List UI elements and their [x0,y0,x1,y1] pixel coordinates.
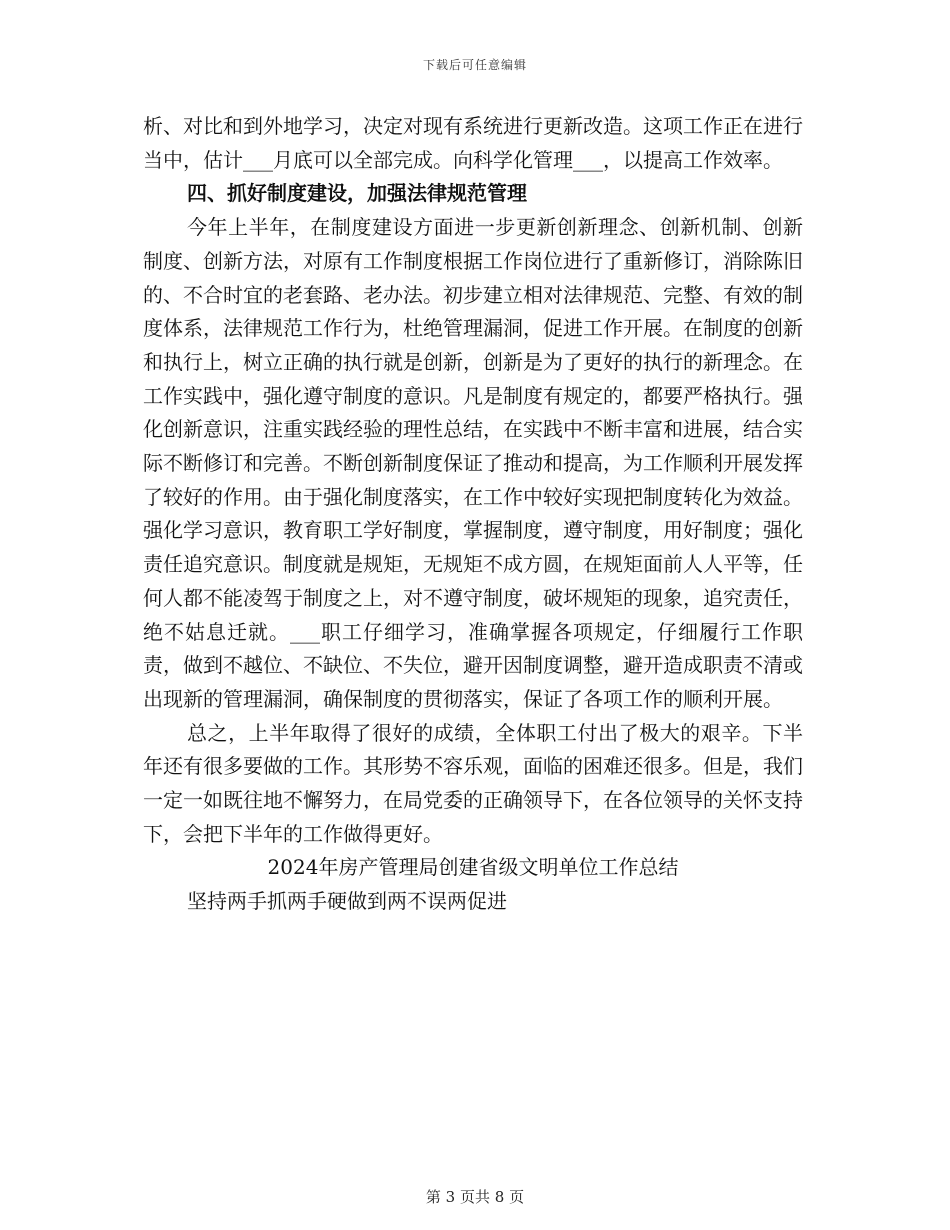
document-body [143,110,803,919]
paragraph-summary: 总之，上半年取得了很好的成绩，全体职工付出了极大的艰辛。下半年还有很多要做的工作。其形势不容乐观，面临的困难还很多。但是，我们一定一如既往地不懈努力，在局党委的正确领导下，在各位领导的关怀支持下，会把下半年的工作做得更好。 [143,720,803,846]
page-footer: 第 3 页共 8 页 [425,1188,525,1206]
paragraph-subheading: 坚持两手抓两手硬做到两不误两促进 [187,889,507,914]
section-heading: 四、抓好制度建设，加强法律规范管理 [187,181,527,206]
page-header: 下载后可任意编辑 [422,58,527,72]
paragraph-system-building: 今年上半年，在制度建设方面进一步更新创新理念、创新机制、创新制度、创新方法，对原有工作制度根据工作岗位进行了重新修订，消除陈旧的、不合时宜的老套路、老办法。初步建立相对法律规范、完整、有效的制度体系，法律规范工作行为，杜绝管理漏洞，促进工作开展。在制度的创新和执行上，树立正确的执行就是创新，创新是为了更好的执行的新理念。在工作实践中，强化遵守制度的意识。凡是制度有规定的，都要严格执行。强化创新意识，注重实践经验的理性总结，在实践中不断丰富和进展，结合实际不断修订和完善。不断创新制度保证了推动和提高，为工作顺利开展发挥了较好的作用。由于强化制度落实，在工作中较好实现把制度转化为效益。强化学习意识，教育职工学好制度，掌握制度，遵守制度，用好制度；强化责任追究意识。制度就是规矩，无规矩不成方圆，在规矩面前人人平等，任何人都不能凌驾于制度之上，对不遵守制度，破坏规矩的现象，追究责任，绝不姑息迁就。___职工仔细学习，准确掌握各项规定，仔细履行工作职责，做到不越位、不缺位、不失位，避开因制度调整，避开造成职责不清或出现新的管理漏洞，确保制度的贯彻落实，保证了各项工作的顺利开展。 [143,215,803,711]
paragraph-continuation: 析、对比和到外地学习，决定对现有系统进行更新改造。这项工作正在进行当中，估计___月底可以全部完成。向科学化管理___，以提高工作效率。 [143,114,803,172]
document-title: 2024年房产管理局创建省级文明单位工作总结 [267,855,679,880]
